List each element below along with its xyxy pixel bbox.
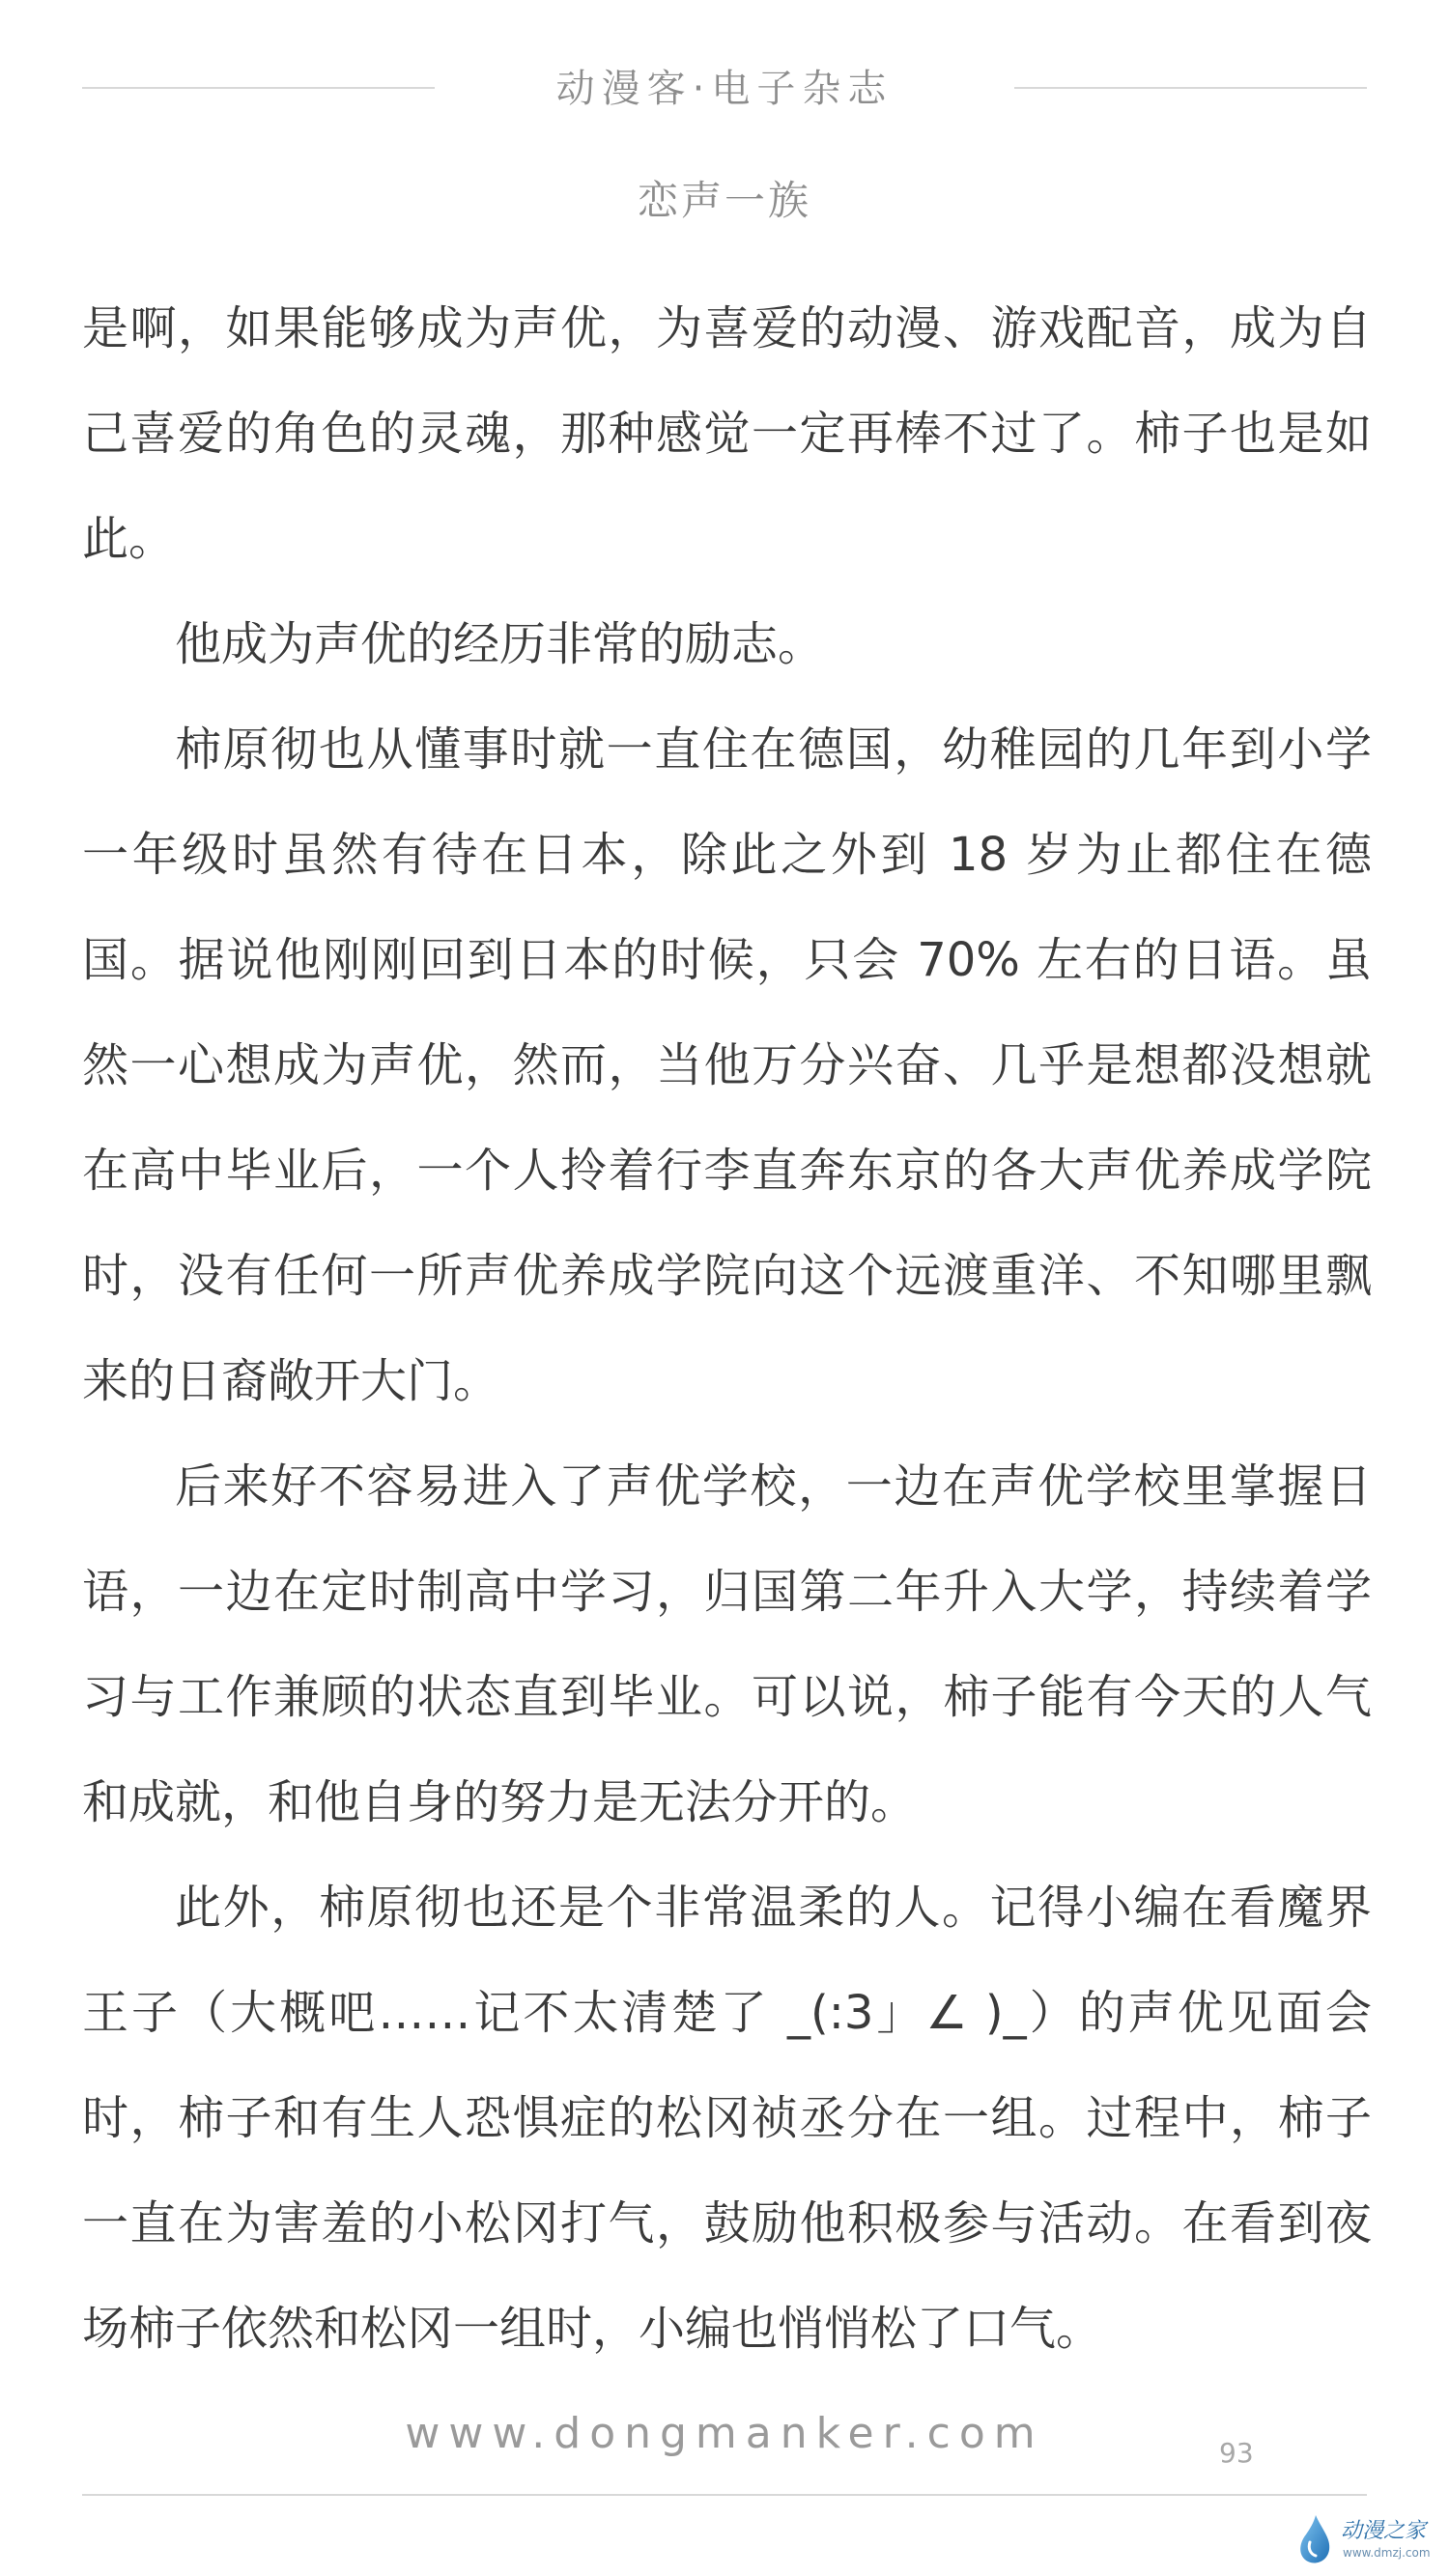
- footer-url: www.dongmanker.com: [405, 2409, 1044, 2458]
- drop-logo-icon: [1293, 2513, 1335, 2567]
- paragraph: 此外，柿原彻也还是个非常温柔的人。记得小编在看魔界王子（大概吧……记不太清楚了 _(:3」∠ )_）的声优见面会时，柿子和有生人恐惧症的松冈祯丞分在一组。过程中，柿子一直在为害羞的小松冈打气，鼓励他积极参与活动。在看到夜场柿子依然和松冈一组时，小编也悄悄松了口气。: [82, 1881, 1372, 2356]
- footer-rule: [82, 2494, 1367, 2496]
- article-body: [82, 276, 1372, 2382]
- header-rule-right: [1014, 87, 1367, 89]
- section-title: 恋声一族: [637, 177, 811, 224]
- watermark: [1293, 2511, 1447, 2569]
- page-number: 93: [1219, 2437, 1254, 2469]
- paragraph: 柿原彻也从懂事时就一直住在德国，幼稚园的几年到小学一年级时虽然有待在日本，除此之外到 18 岁为止都住在德国。据说他刚刚回到日本的时候，只会 70% 左右的日语。虽然一心想成为声优，然而，当他万分兴奋、几乎是想都没想就在高中毕业后，一个人拎着行李直奔东京的各大声优养成学院时，没有任何一所声优养成学院向这个远渡重洋、不知哪里飘来的日裔敞开大门。: [82, 722, 1372, 1408]
- paragraph: 他成为声优的经历非常的励志。: [175, 617, 825, 671]
- watermark-url: www.dmzj.com: [1343, 2546, 1431, 2560]
- paragraph: 后来好不容易进入了声优学校，一边在声优学校里掌握日语，一边在定时制高中学习，归国第二年升入大学，持续着学习与工作兼顾的状态直到毕业。可以说，柿子能有今天的人气和成就，和他自身的努力是无法分开的。: [82, 1459, 1372, 1829]
- magazine-title: 动漫客·电子杂志: [555, 67, 894, 111]
- paragraph: 是啊，如果能够成为声优，为喜爱的动漫、游戏配音，成为自己喜爱的角色的灵魂，那种感觉一定再棒不过了。柿子也是如此。: [82, 301, 1372, 566]
- watermark-text: 动漫之家: [1341, 2519, 1427, 2543]
